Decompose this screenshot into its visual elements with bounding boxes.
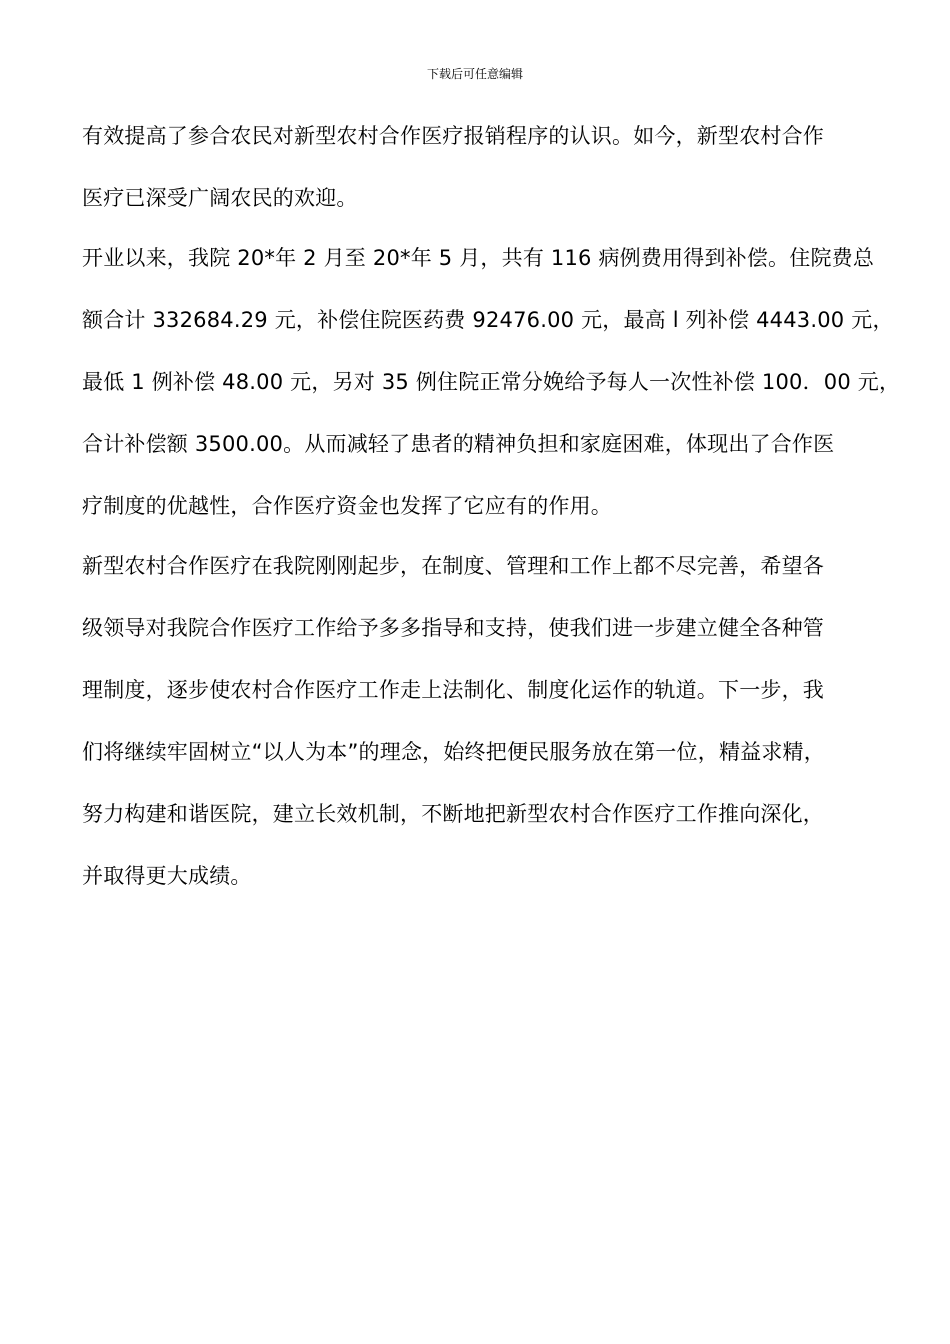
body-line-4: 额合计 332684.29 元，补偿住院医药费 92476.00 元，最高 l 列补偿 4443.00 元， bbox=[82, 308, 894, 332]
body-line-10: 理制度，逐步使农村合作医疗工作走上法制化、制度化运作的轨道。下一步，我 bbox=[82, 678, 824, 702]
body-line-7: 疗制度的优越性，合作医疗资金也发挥了它应有的作用。 bbox=[82, 494, 612, 518]
body-line-9: 级领导对我院合作医疗工作给予多多指导和支持，使我们进一步建立健全各种管 bbox=[82, 616, 824, 640]
body-line-6: 合计补偿额 3500.00。从而减轻了患者的精神负担和家庭困难，体现出了合作医 bbox=[82, 432, 835, 456]
body-line-11: 们将继续牢固树立“以人为本”的理念，始终把便民服务放在第一位，精益求精， bbox=[82, 740, 825, 764]
body-line-8: 新型农村合作医疗在我院刚刚起步，在制度、管理和工作上都不尽完善，希望各 bbox=[82, 554, 824, 578]
body-line-2: 医疗已深受广阔农民的欢迎。 bbox=[82, 186, 358, 210]
body-line-1: 有效提高了参合农民对新型农村合作医疗报销程序的认识。如今，新型农村合作 bbox=[82, 124, 824, 148]
body-line-13: 并取得更大成绩。 bbox=[82, 864, 252, 888]
body-line-12: 努力构建和谐医院，建立长效机制，不断地把新型农村合作医疗工作推向深化， bbox=[82, 802, 824, 826]
body-line-5: 最低 1 例补偿 48.00 元，另对 35 例住院正常分娩给予每人一次性补偿 100．00 元， bbox=[82, 370, 901, 394]
page-header: 下载后可任意编辑 bbox=[426, 67, 523, 81]
body-line-3: 开业以来，我院 20*年 2 月至 20*年 5 月，共有 116 病例费用得到补偿。住院费总 bbox=[82, 246, 875, 270]
